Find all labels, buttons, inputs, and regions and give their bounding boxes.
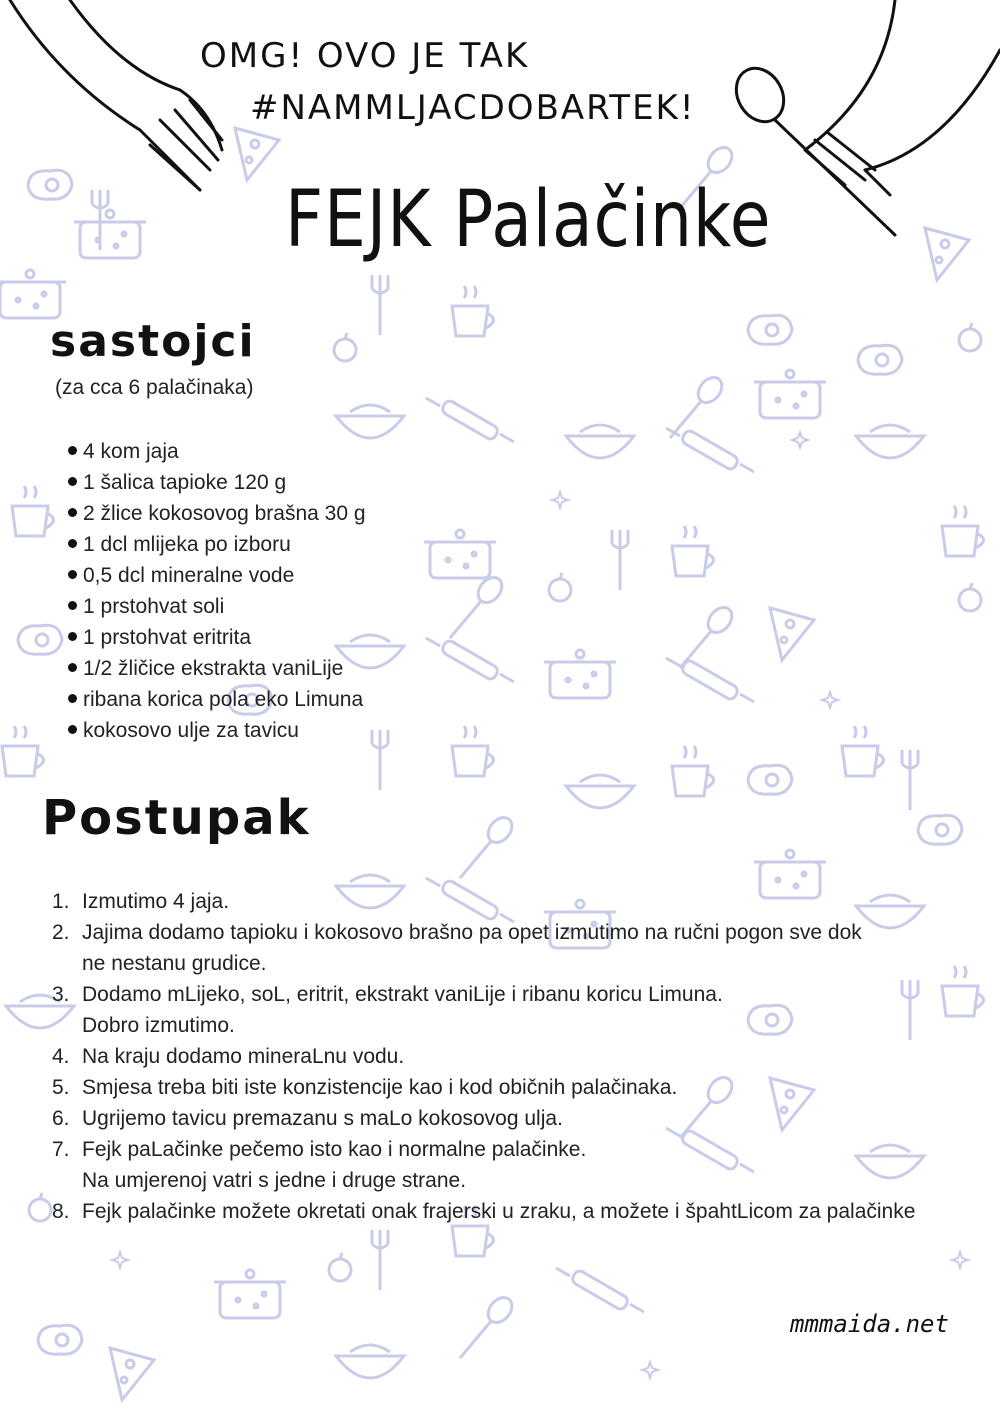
ingredient-text: 1 prstohvat eritrita [83, 626, 252, 649]
step-text: Na kraju dodamo mineraLnu vodu. [82, 1045, 405, 1068]
step-text-continued: Dobro izmutimo. [82, 1014, 235, 1037]
step-text: Ugrijemo tavicu premazanu s maLo kokosovog ulja. [82, 1107, 563, 1130]
step-text: Fejk paLačinke pečemo isto kao i normalne palačinke. [82, 1138, 587, 1161]
step-number: 6. [52, 1107, 70, 1130]
steps-heading: Postupak [42, 790, 311, 846]
step-text-continued: Na umjerenoj vatri s jedne i druge strane. [82, 1169, 467, 1192]
step-number: 3. [52, 983, 70, 1006]
bullet-icon [68, 477, 77, 486]
step-number: 7. [52, 1138, 70, 1161]
steps-list [52, 886, 922, 1227]
step-text: Dodamo mLijeko, soL, eritrit, ekstrakt vaniLije i ribanu koricu Limuna. [82, 983, 723, 1006]
ingredient-text: 1 dcl mlijeka po izboru [83, 533, 291, 556]
step-item [52, 1134, 922, 1196]
ingredient-text: 1 prstohvat soli [83, 595, 225, 618]
list-item [68, 622, 366, 653]
step-number: 1. [52, 890, 70, 913]
logo-text: mmmaida.net [790, 1310, 949, 1338]
ingredient-text: 0,5 dcl mineralne vode [83, 564, 295, 587]
step-item [52, 1196, 922, 1227]
step-text: Jajima dodamo tapioku i kokosovo brašno pa opet izmutimo na ručni pogon sve dok [82, 921, 862, 944]
list-item [68, 560, 366, 591]
site-logo [790, 1310, 949, 1338]
tagline-hashtag: #NAMMLJACDOBARTEK! [250, 88, 696, 128]
list-item [68, 653, 366, 684]
list-item [68, 529, 366, 560]
step-item [52, 979, 922, 1041]
step-item [52, 917, 922, 979]
step-number: 5. [52, 1076, 70, 1099]
step-number: 8. [52, 1200, 70, 1223]
bullet-icon [68, 539, 77, 548]
list-item [68, 684, 366, 715]
ingredients-heading: sastojci [50, 316, 256, 367]
step-item [52, 1072, 922, 1103]
step-number: 4. [52, 1045, 70, 1068]
list-item [68, 467, 366, 498]
step-item [52, 886, 922, 917]
step-item [52, 1041, 922, 1072]
ingredient-text: kokosovo ulje za tavicu [83, 719, 299, 742]
list-item [68, 436, 366, 467]
step-number: 2. [52, 921, 70, 944]
tagline [200, 30, 695, 134]
ingredient-text: 1 šalica tapioke 120 g [83, 471, 287, 494]
servings-note: (za cca 6 palačinaka) [55, 376, 254, 399]
list-item [68, 715, 366, 746]
tagline-line-1: OMG! OVO JE TAK [200, 36, 530, 76]
ingredient-text: ribana korica pola eko Limuna [83, 688, 364, 711]
bullet-icon [68, 446, 77, 455]
bullet-icon [68, 601, 77, 610]
step-text-continued: ne nestanu grudice. [82, 952, 267, 975]
ingredient-text: 4 kom jaja [83, 440, 179, 463]
bullet-icon [68, 694, 77, 703]
step-text: Izmutimo 4 jaja. [82, 890, 230, 913]
step-item [52, 1103, 922, 1134]
ingredient-text: 2 žlice kokosovog brašna 30 g [83, 502, 366, 525]
bullet-icon [68, 632, 77, 641]
bullet-icon [68, 570, 77, 579]
recipe-title: FEJK Palačinke [285, 175, 772, 265]
bullet-icon [68, 663, 77, 672]
step-text: Fejk palačinke možete okretati onak frajerski u zraku, a možete i špahtLicom za palačinke [82, 1200, 916, 1223]
ingredients-list [68, 436, 366, 746]
bullet-icon [68, 725, 77, 734]
list-item [68, 498, 366, 529]
step-text: Smjesa treba biti iste konzistencije kao i kod običnih palačinaka. [82, 1076, 678, 1099]
bullet-icon [68, 508, 77, 517]
ingredient-text: 1/2 žličice ekstrakta vaniLije [83, 657, 344, 680]
list-item [68, 591, 366, 622]
